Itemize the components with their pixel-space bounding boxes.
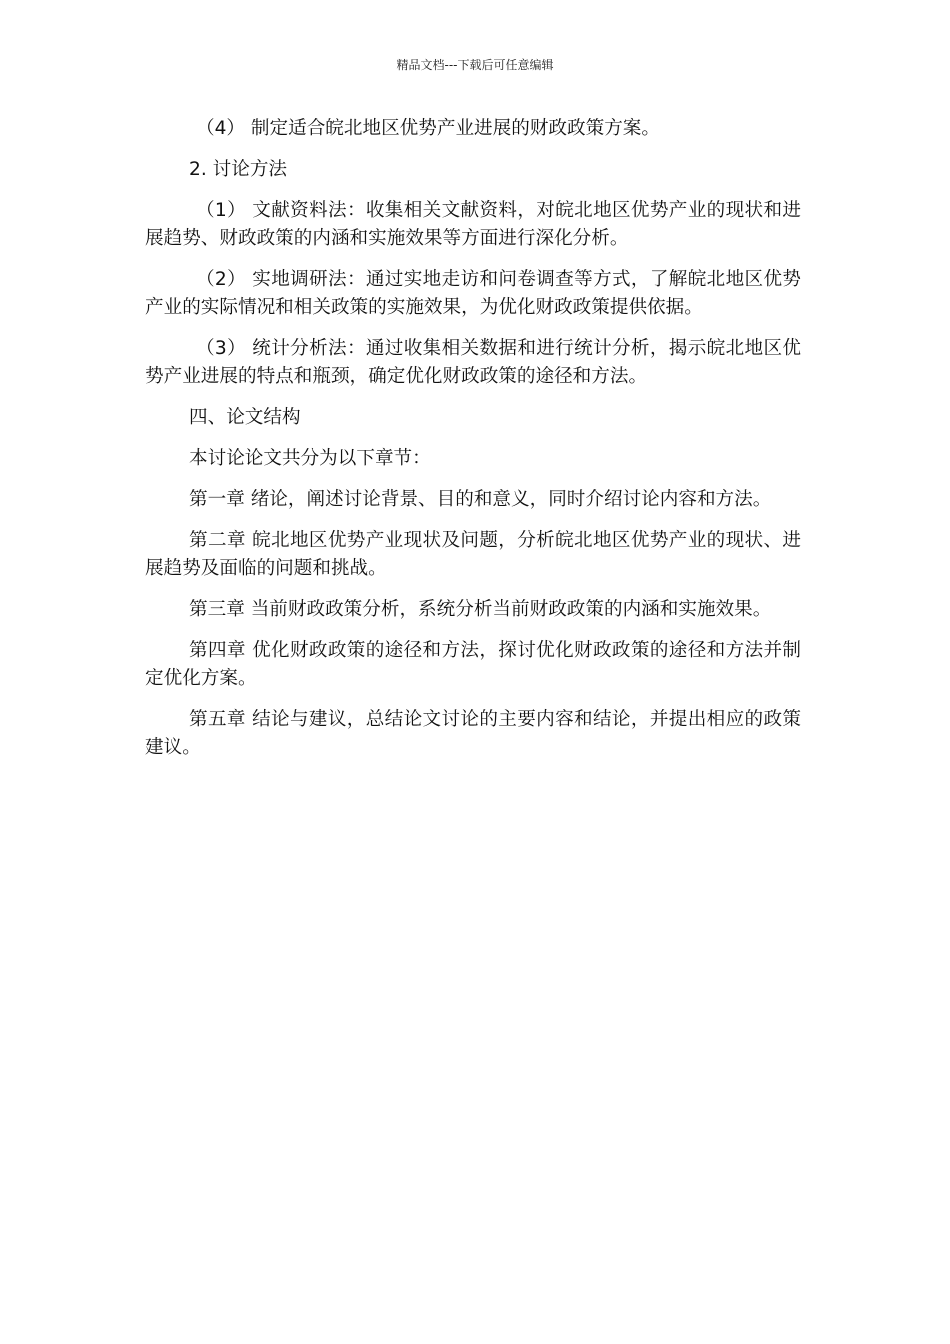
structure-intro: 本讨论论文共分为以下章节：	[189, 448, 431, 469]
objective-item-4: （4） 制定适合皖北地区优势产业进展的财政政策方案。	[196, 118, 660, 139]
chapter-1: 第一章 绪论，阐述讨论背景、目的和意义，同时介绍讨论内容和方法。	[189, 489, 772, 510]
section-heading-structure: 四、论文结构	[189, 407, 301, 428]
page-header: 精品文档---下载后可任意编辑	[396, 58, 554, 72]
chapter-3: 第三章 当前财政政策分析，系统分析当前财政政策的内涵和实施效果。	[189, 599, 772, 620]
method-item-1: （1） 文献资料法：收集相关文献资料，对皖北地区优势产业的现状和进展趋势、财政政策的内涵和实施效果等方面进行深化分析。	[145, 200, 801, 249]
document-body	[145, 115, 801, 775]
section-heading-methods: 2. 讨论方法	[189, 159, 288, 180]
method-item-2: （2） 实地调研法：通过实地走访和问卷调查等方式，了解皖北地区优势产业的实际情况和相关政策的实施效果，为优化财政政策提供依据。	[145, 269, 801, 318]
chapter-2: 第二章 皖北地区优势产业现状及问题，分析皖北地区优势产业的现状、进展趋势及面临的问题和挑战。	[145, 530, 801, 579]
chapter-4: 第四章 优化财政政策的途径和方法，探讨优化财政政策的途径和方法并制定优化方案。	[145, 640, 801, 689]
method-item-3: （3） 统计分析法：通过收集相关数据和进行统计分析，揭示皖北地区优势产业进展的特点和瓶颈，确定优化财政政策的途径和方法。	[145, 338, 801, 387]
chapter-5: 第五章 结论与建议，总结论文讨论的主要内容和结论，并提出相应的政策建议。	[145, 709, 801, 758]
